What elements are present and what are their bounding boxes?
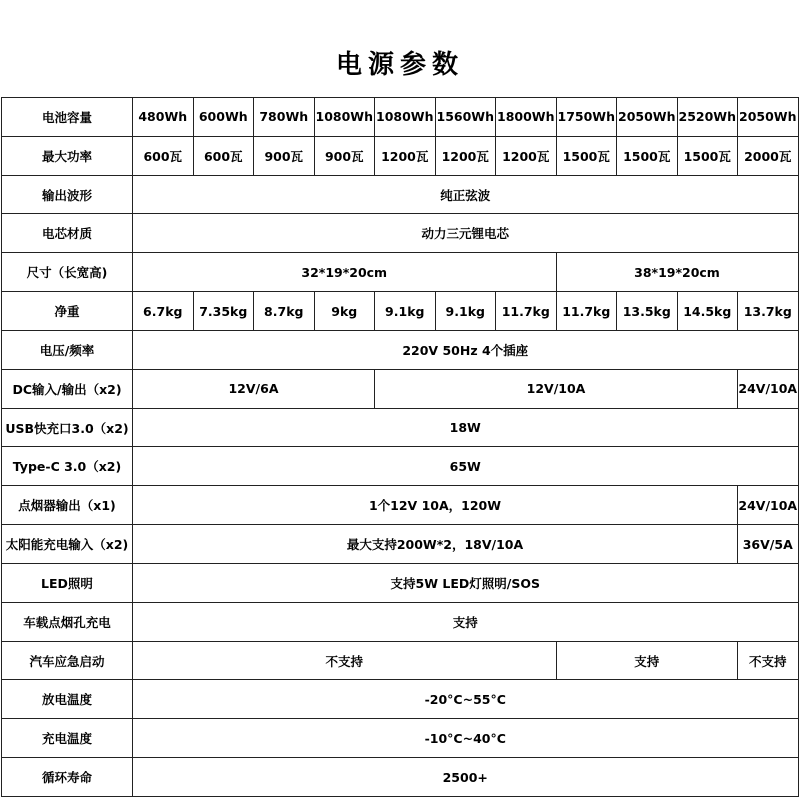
table-cell: 9.1kg (375, 292, 436, 331)
table-cell: 1200瓦 (435, 136, 496, 175)
table-cell: -10°C~40°C (133, 719, 799, 758)
table-cell: 480Wh (133, 98, 194, 137)
table-cell: 1500瓦 (617, 136, 678, 175)
table-cell: 2520Wh (677, 98, 738, 137)
row-usb (2, 408, 799, 447)
table-cell: 600Wh (193, 98, 254, 137)
table-cell: 12V/10A (375, 369, 738, 408)
table-cell: 2050Wh (617, 98, 678, 137)
table-cell: 1080Wh (375, 98, 436, 137)
table-cell: 900瓦 (314, 136, 375, 175)
table-cell: 600瓦 (133, 136, 194, 175)
table-cell: 32*19*20cm (133, 253, 557, 292)
row-cell-material (2, 214, 799, 253)
table-cell: 1500瓦 (677, 136, 738, 175)
table-cell: 1200瓦 (496, 136, 557, 175)
row-dc (2, 369, 799, 408)
row-label: 电池容量 (2, 98, 133, 137)
row-size (2, 253, 799, 292)
table-cell: 24V/10A (738, 369, 799, 408)
table-cell: 600瓦 (193, 136, 254, 175)
row-jump-start (2, 641, 799, 680)
table-cell: 780Wh (254, 98, 315, 137)
table-cell: 12V/6A (133, 369, 375, 408)
row-label: 放电温度 (2, 680, 133, 719)
row-label: 最大功率 (2, 136, 133, 175)
table-cell: 1750Wh (556, 98, 617, 137)
row-label: 输出波形 (2, 175, 133, 214)
table-cell: 11.7kg (496, 292, 557, 331)
row-label: 电压/频率 (2, 330, 133, 369)
table-cell: 支持5W LED灯照明/SOS (133, 563, 799, 602)
table-cell: 不支持 (738, 641, 799, 680)
table-cell: 6.7kg (133, 292, 194, 331)
row-label: 净重 (2, 292, 133, 331)
row-capacity (2, 98, 799, 137)
table-cell: 1个12V 10A，120W (133, 486, 738, 525)
table-cell: 220V 50Hz 4个插座 (133, 330, 799, 369)
table-cell: 11.7kg (556, 292, 617, 331)
table-cell: 18W (133, 408, 799, 447)
table-cell: 900瓦 (254, 136, 315, 175)
row-label: 充电温度 (2, 719, 133, 758)
row-charge-temp (2, 719, 799, 758)
row-cycle-life (2, 758, 799, 797)
row-label: DC输入/输出（x2) (2, 369, 133, 408)
row-discharge-temp (2, 680, 799, 719)
table-cell: 14.5kg (677, 292, 738, 331)
table-cell: 9kg (314, 292, 375, 331)
row-car-charge (2, 602, 799, 641)
table-cell: 支持 (556, 641, 738, 680)
row-label: 汽车应急启动 (2, 641, 133, 680)
table-cell: -20°C~55°C (133, 680, 799, 719)
table-cell: 36V/5A (738, 525, 799, 564)
row-voltage (2, 330, 799, 369)
row-label: Type-C 3.0（x2) (2, 447, 133, 486)
row-label: 车载点烟孔充电 (2, 602, 133, 641)
spec-table (1, 97, 799, 797)
table-cell: 2050Wh (738, 98, 799, 137)
table-cell: 8.7kg (254, 292, 315, 331)
row-weight (2, 292, 799, 331)
table-cell: 纯正弦波 (133, 175, 799, 214)
table-cell: 1800Wh (496, 98, 557, 137)
table-cell: 支持 (133, 602, 799, 641)
row-label: LED照明 (2, 563, 133, 602)
row-led (2, 563, 799, 602)
table-cell: 2000瓦 (738, 136, 799, 175)
table-cell: 24V/10A (738, 486, 799, 525)
table-cell: 1560Wh (435, 98, 496, 137)
table-cell: 13.5kg (617, 292, 678, 331)
table-cell: 13.7kg (738, 292, 799, 331)
table-cell: 1080Wh (314, 98, 375, 137)
table-cell: 1500瓦 (556, 136, 617, 175)
row-cigarette (2, 486, 799, 525)
table-cell: 最大支持200W*2，18V/10A (133, 525, 738, 564)
table-cell: 动力三元锂电芯 (133, 214, 799, 253)
row-solar (2, 525, 799, 564)
table-cell: 38*19*20cm (556, 253, 798, 292)
table-cell: 7.35kg (193, 292, 254, 331)
row-typec (2, 447, 799, 486)
row-label: 电芯材质 (2, 214, 133, 253)
table-cell: 不支持 (133, 641, 557, 680)
row-label: USB快充口3.0（x2) (2, 408, 133, 447)
row-waveform (2, 175, 799, 214)
page-title: 电源参数 (335, 50, 464, 80)
row-label: 点烟器输出（x1) (2, 486, 133, 525)
row-label: 循环寿命 (2, 758, 133, 797)
row-label: 太阳能充电输入（x2) (2, 525, 133, 564)
row-label: 尺寸（长宽高) (2, 253, 133, 292)
table-cell: 1200瓦 (375, 136, 436, 175)
table-cell: 65W (133, 447, 799, 486)
table-cell: 9.1kg (435, 292, 496, 331)
table-cell: 2500+ (133, 758, 799, 797)
row-max-power (2, 136, 799, 175)
